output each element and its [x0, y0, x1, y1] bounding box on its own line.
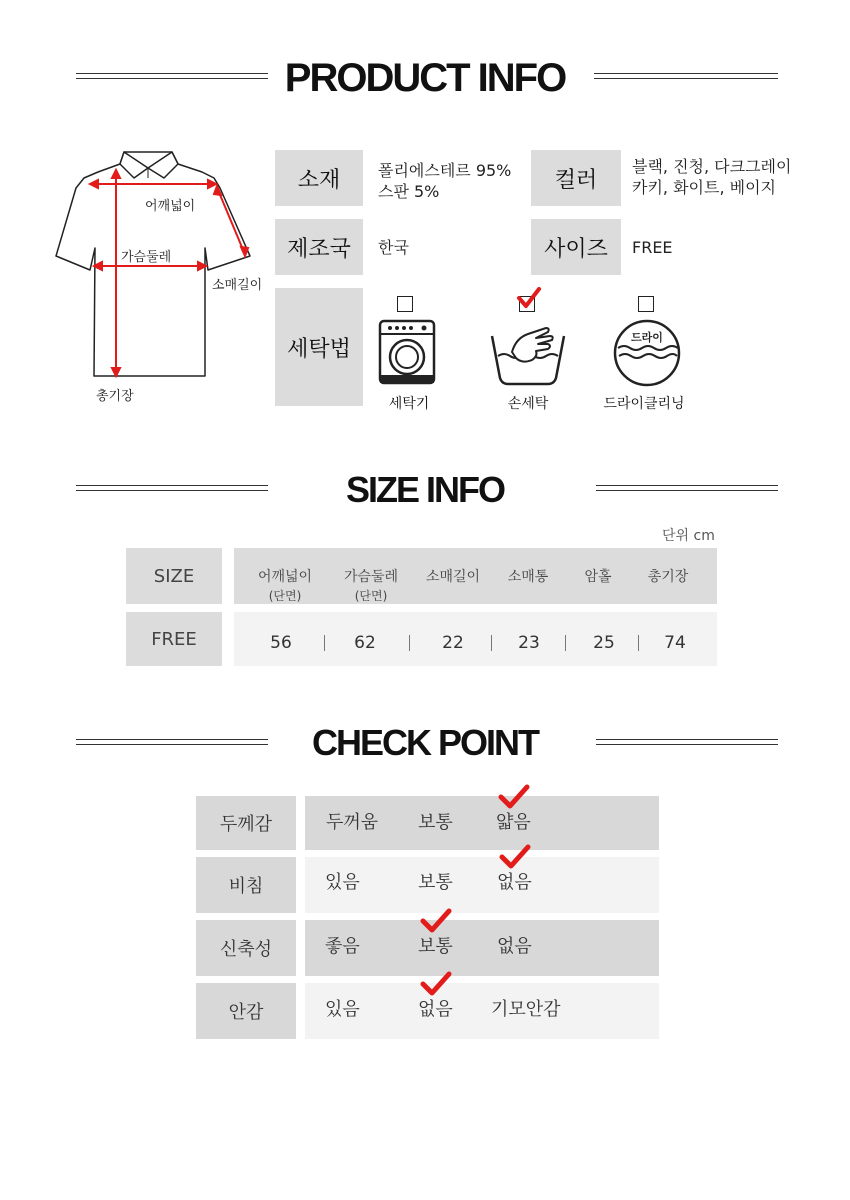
material-label: 소재: [297, 167, 341, 193]
check-option[interactable]: 좋음: [325, 936, 360, 957]
check-option[interactable]: 기모안감: [491, 999, 561, 1020]
check-mark-icon: [420, 908, 452, 934]
check-option[interactable]: 있음: [325, 999, 360, 1020]
check-mark-icon: [498, 784, 530, 810]
size-col-armhole: 암홀: [584, 569, 612, 585]
size-col-shoulder: 어깨넓이: [257, 569, 313, 585]
diagram-label-shoulder: 어깨넓이: [145, 199, 196, 214]
check-row-label: 신축성: [219, 939, 273, 960]
check-mark-icon: [499, 844, 531, 870]
size-label-box: [531, 219, 621, 275]
size-label: 사이즈: [544, 236, 608, 262]
size-header-label: SIZE: [153, 565, 195, 587]
check-option[interactable]: 없음: [497, 872, 532, 893]
size-sep: [638, 635, 639, 651]
size-unit: 단위 cm: [662, 528, 715, 544]
size-row-label: FREE: [151, 628, 197, 650]
size-col-shoulder-sub: (단면): [268, 589, 302, 603]
check-row-label: 두께감: [219, 814, 273, 835]
size-value: FREE: [632, 238, 673, 257]
origin-value: 한국: [378, 238, 409, 257]
product-info-title: PRODUCT INFO: [284, 56, 566, 100]
color-value-line1: 블랙, 진청, 다크그레이: [632, 157, 792, 176]
color-label: 컬러: [554, 167, 598, 193]
check-option[interactable]: 보통: [418, 812, 453, 833]
dry-clean-icon: [612, 318, 682, 388]
size-col-length: 총기장: [647, 569, 689, 585]
size-info-title: SIZE INFO: [345, 469, 504, 510]
size-col-sleeve: 소매길이: [425, 569, 481, 585]
check-row-label-box: [196, 857, 296, 913]
hand-wash-label: 손세탁: [507, 396, 549, 412]
size-val-length: 74: [664, 633, 686, 653]
washing-machine-label: 세탁기: [388, 396, 430, 412]
color-value-line2: 카키, 화이트, 베이지: [632, 178, 776, 197]
check-row-label: 안감: [228, 1002, 264, 1023]
size-sep: [565, 635, 566, 651]
check-row-label: 비침: [228, 876, 264, 897]
check-option[interactable]: 보통: [418, 872, 453, 893]
size-header-label-box: [126, 548, 222, 604]
size-val-chest: 62: [354, 633, 376, 653]
check-option[interactable]: 있음: [325, 872, 360, 893]
check-option[interactable]: 없음: [497, 936, 532, 957]
size-sep: [324, 635, 325, 651]
size-val-sleeve: 22: [442, 633, 464, 653]
size-col-chest: 가슴둘레: [343, 569, 399, 585]
material-value-line2: 스판 5%: [378, 182, 440, 201]
size-val-shoulder: 56: [270, 633, 292, 653]
hand-wash-check-icon: [516, 286, 542, 310]
dry-clean-icon-text: 드라이: [631, 331, 663, 344]
washing-label-box: [275, 288, 363, 406]
check-row-label-box: [196, 796, 296, 850]
size-col-chest-sub: (단면): [354, 589, 388, 603]
size-val-sleeve-width: 23: [518, 633, 540, 653]
check-row-label-box: [196, 983, 296, 1039]
size-sep: [409, 635, 410, 651]
diagram-label-chest: 가슴둘레: [121, 250, 172, 265]
dry-clean-checkbox[interactable]: [638, 296, 654, 312]
diagram-label-sleeve: 소매길이: [212, 278, 263, 293]
check-row-label-box: [196, 920, 296, 976]
washing-machine-checkbox[interactable]: [397, 296, 413, 312]
size-val-armhole: 25: [593, 633, 615, 653]
check-mark-icon: [420, 971, 452, 997]
hand-wash-icon: [488, 322, 568, 386]
check-point-title: CHECK POINT: [311, 722, 538, 763]
origin-label: 제조국: [287, 236, 351, 262]
size-sep: [491, 635, 492, 651]
dry-clean-label: 드라이클리닝: [603, 396, 685, 412]
size-row-label-box: [126, 612, 222, 666]
check-option[interactable]: 보통: [418, 936, 453, 957]
origin-label-box: [275, 219, 363, 275]
check-option[interactable]: 두꺼움: [326, 812, 379, 833]
material-label-box: [275, 150, 363, 206]
size-col-sleeve-width: 소매통: [507, 569, 549, 585]
diagram-label-length: 총기장: [96, 389, 134, 404]
check-option[interactable]: 없음: [418, 999, 453, 1020]
check-option[interactable]: 얇음: [496, 812, 531, 833]
material-value-line1: 폴리에스테르 95%: [378, 161, 512, 180]
color-label-box: [531, 150, 621, 206]
washing-machine-icon: [378, 319, 436, 385]
washing-label: 세탁법: [287, 336, 351, 362]
